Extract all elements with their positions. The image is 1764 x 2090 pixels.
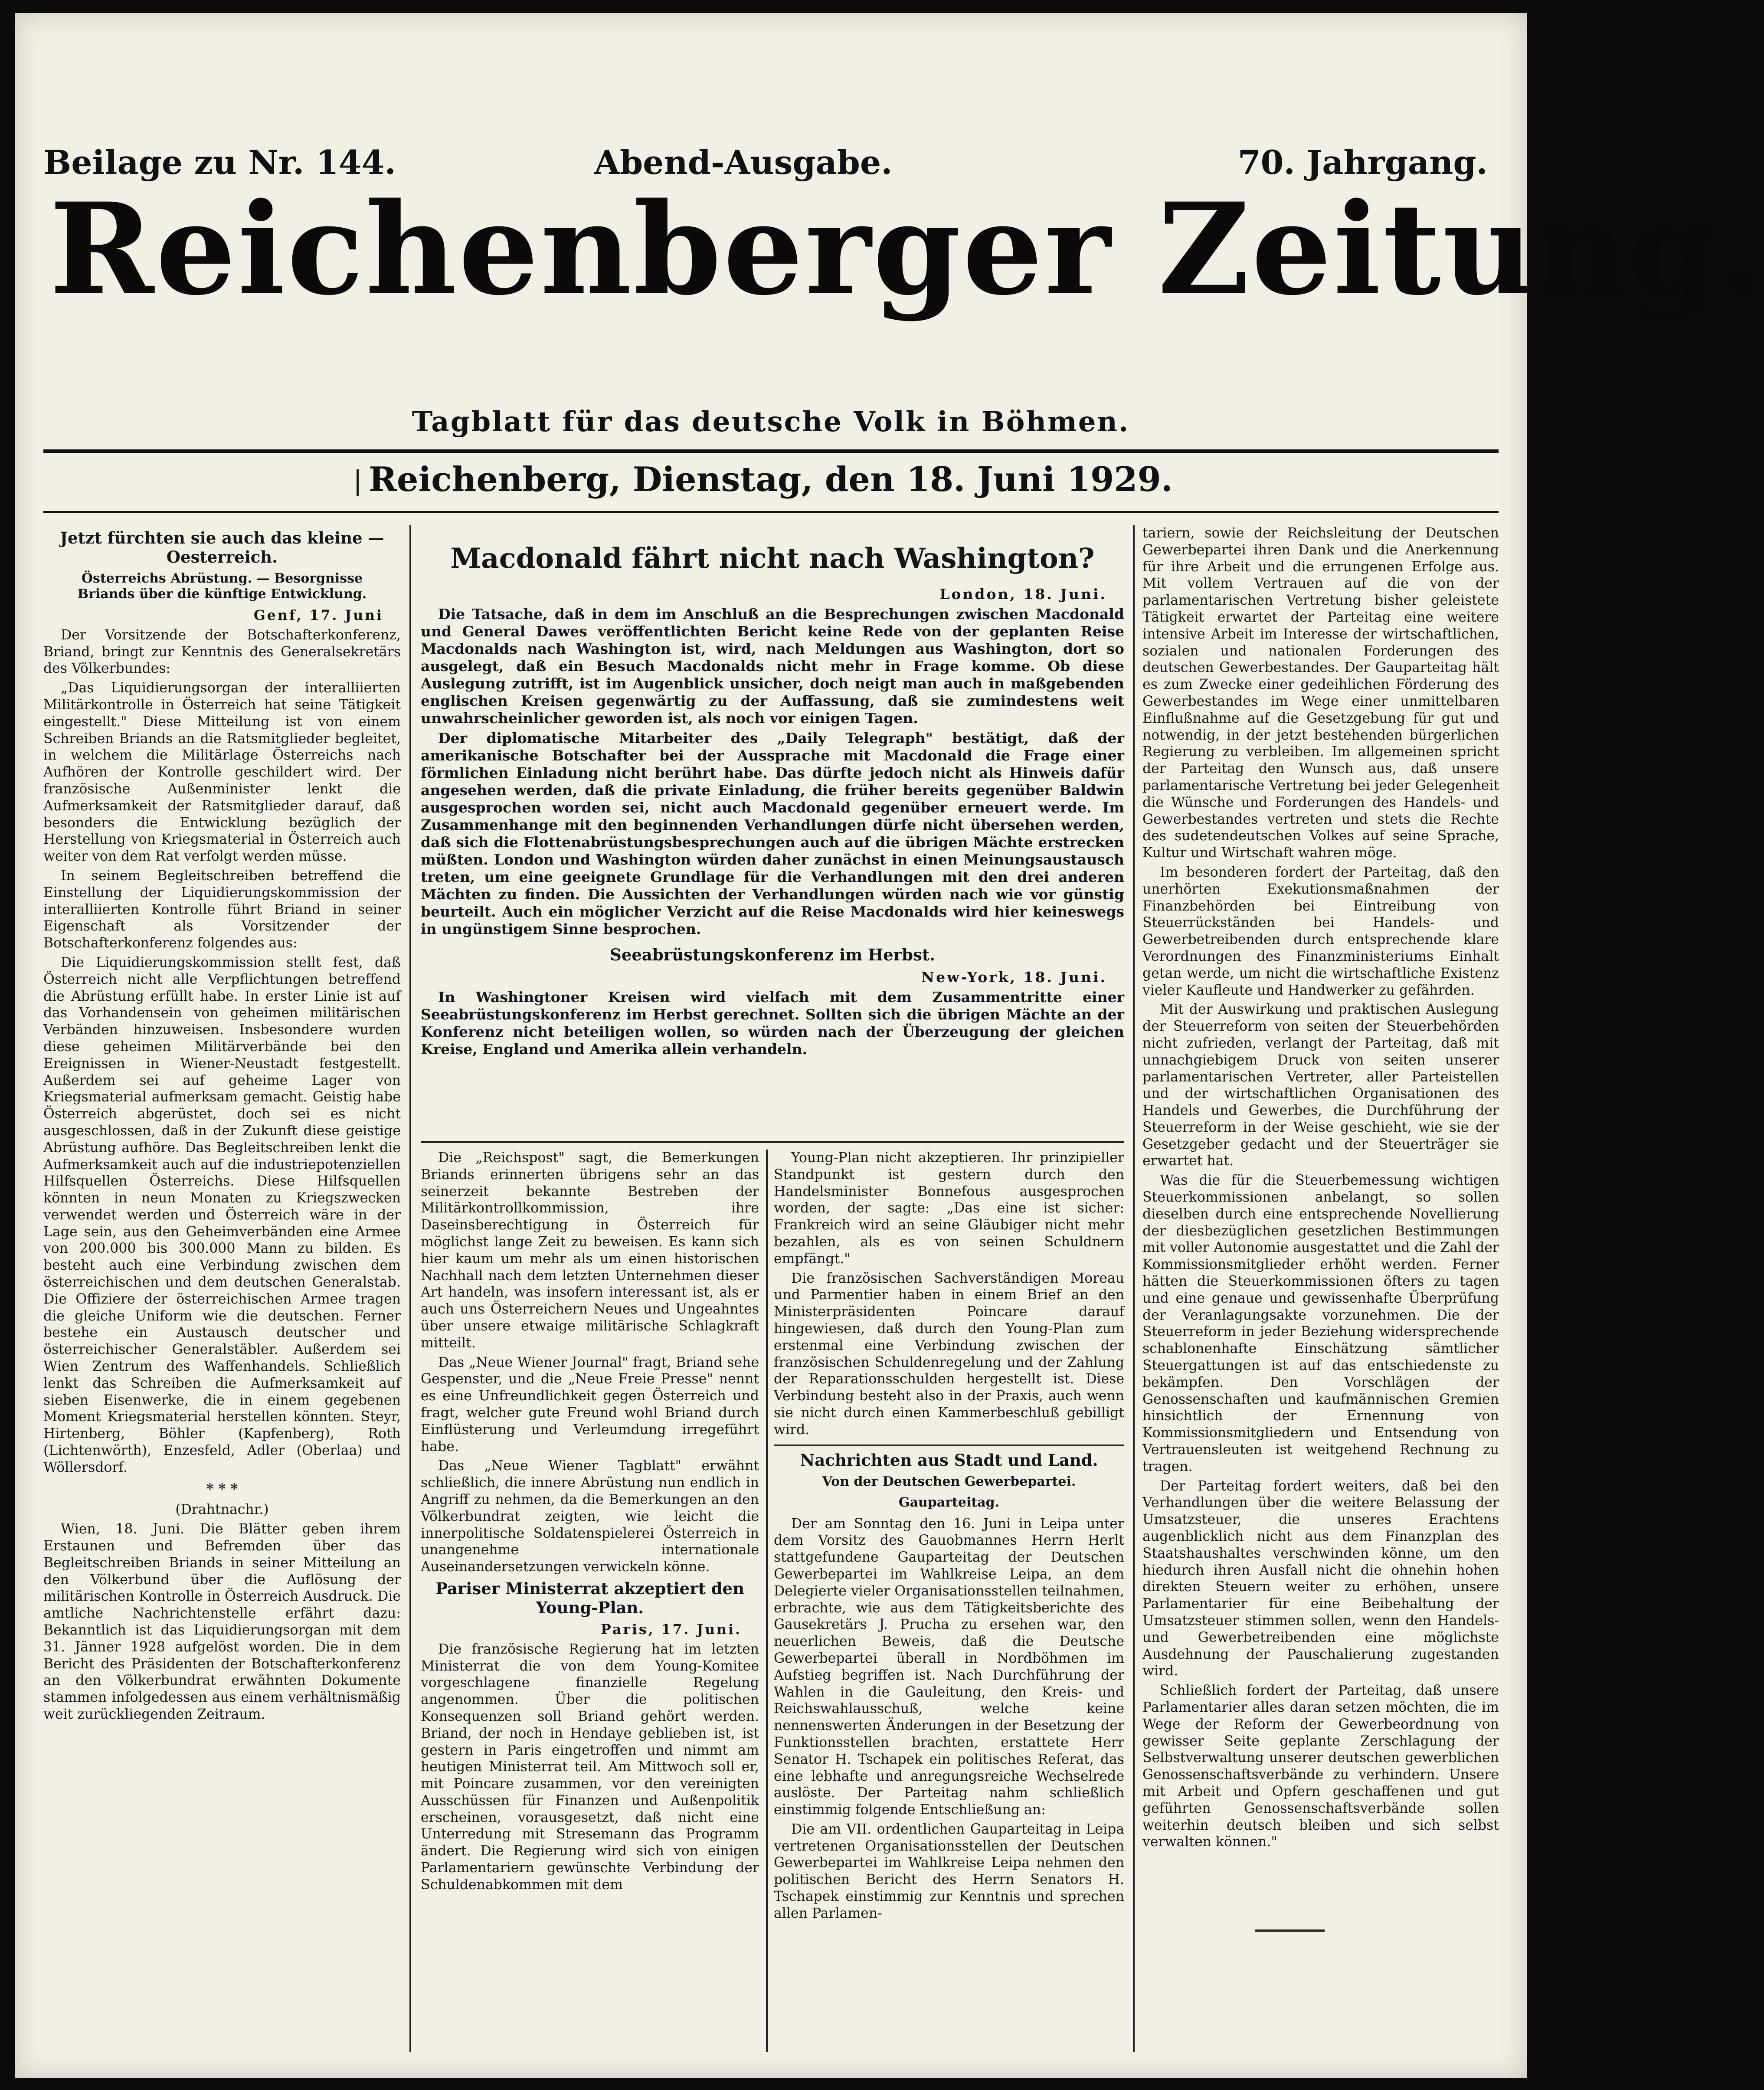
column-separator xyxy=(766,1150,768,2052)
article-headline: Jetzt fürchten sie auch das kleine — Oesterreich. xyxy=(60,528,384,567)
section-headline: Nachrichten aus Stadt und Land. xyxy=(800,1450,1098,1470)
column-separator xyxy=(1133,525,1135,2052)
article-paragraph: Der Parteitag fordert weiters, daß bei den Verhandlungen über die weitere Belassung der Umsatzsteuer, die unseres Erachtens augenblicklich nicht aus dem Finanzplan des Staatshaushaltes verschwinden könne, um den hiedurch ihren Ausfall nicht die ohnehin hohen direkten Steuern weiter zu erhöhen, unsere Parlamentarier für eine Beibehaltung der Umsatzsteuer stimmen sollen, wenn den Handels- und Gewerbetreibenden eine möglichste Ausdehnung der Pauschalierung zugestanden wird. xyxy=(1142,1478,1499,1679)
article-end-rule xyxy=(1255,1929,1325,1932)
masthead-rule-top xyxy=(43,449,1499,453)
newspaper-title: Reichenberger Zeitung. xyxy=(49,176,1764,323)
article-paragraph: Schließlich fordert der Parteitag, daß unsere Parlamentarier alles daran setzen möchten, die im Wege der Reform der Gewerbeordnung von gewisser Seite geplante Zerschlagung der Selbstverwaltung unserer deutschen gewerblichen Genossenschaftsverbände zu verhindern. Unsere mit Arbeit und Opfern geschaffenen und gut geführten Genossenschaftsverbände sollen weiterhin deutsch bleiben und sich selbst verwalten können." xyxy=(1142,1683,1499,1850)
article-place-date: Paris, 17. Juni. xyxy=(601,1621,742,1638)
article-place-date: London, 18. Juni. xyxy=(939,586,1107,603)
newspaper-subtitle: Tagblatt für das deutsche Volk in Böhmen. xyxy=(412,406,1130,438)
wire-note: (Drahtnachr.) xyxy=(175,1502,269,1518)
article-column-3 xyxy=(774,1150,1124,2052)
article-paragraph: Die „Reichspost" sagt, die Bemerkungen Briands erinnerten übrigens sehr an das seinerzeit bekannte Bestreben der Militärkontrollkommission, ihre Daseinsberechtigung in Österreich für möglichst lange Zeit zu beweisen. Es kann sich hier kaum um mehr als um einen historischen Nachhall nach dem letzten Unternehmen dieser Art handeln, was insofern interessant ist, als er auch uns Österreichern Neues und Ungeahntes über unsere etwaige militärische Schlagkraft mitteilt. xyxy=(421,1150,759,1351)
section-rule xyxy=(774,1445,1124,1446)
article-paragraph: Mit der Auswirkung und praktischen Auslegung der Steuerreform von seiten der Steuerbehörden nicht zufrieden, verlangt der Parteitag, daß mit unnachgiebigem Druck von seiten unserer parlamentarischen Vertreter, aller Parteistellen und der wirtschaftlichen Organisationen des Handels und Gewerbes, die Durchführung der Steuerreform in der Weise geschieht, wie sie der Gesetzgeber gedacht und der Steuerträger sie erwartet hat. xyxy=(1142,1002,1499,1169)
section-separator: * * * xyxy=(206,1480,238,1497)
article-paragraph: Die Liquidierungskommission stellt fest, daß Österreich nicht alle Verpflichtungen betreffend die Abrüstung erfüllt habe. In erster Linie ist auf das Vorhandensein von geheimen militärischen Verbänden hinzuweisen. Insbesondere wurden diese geheimen Militärverbände bei den Ereignissen in Wiener-Neustadt festgestellt. Außerdem sei auf geheime Lager von Kriegsmaterial aufmerksam gemacht. Geistig habe Österreich abgerüstet, doch sei es nicht ausgeschlossen, daß in der Zukunft diese geistige Abrüstung aufhöre. Das Begleitschreiben lenkt die Aufmerksamkeit auch auf die industriepotenziellen Hilfsquellen Österreichs. Diese Hilfsquellen könnten in neun Monaten zu Kriegszwecken verwendet werden und Österreich wäre in der Lage sein, aus den Geheimverbänden eine Armee von 200.000 bis 300.000 Mann zu bilden. Es besteht auch eine Verbindung zwischen dem österreichischen und dem deutschen Generalstab. Die Offiziere der österreichischen Armee tragen die gleiche Uniform wie die deutschen. Ferner bestehe ein Austausch deutscher und österreichischer Generalstäbler. Außerdem sei Wien Zentrum des Waffenhandels. Schließlich lenkt das Schreiben die Aufmerksamkeit auf sieben Eisenwerke, die in einem gegebenen Moment Kriegsmaterial herstellen könnten. Steyr, Hirtenberg, Böhler (Kapfenberg), Roth (Lichtenwörth), Enzesfeld, Adler (Oberlaa) und Wöllersdorf. xyxy=(43,954,401,1475)
lead-article xyxy=(421,525,1124,1141)
article-paragraph: Was die für die Steuerbemessung wichtigen Steuerkommissionen anbelangt, so sollen dieselben durch eine entsprechende Novellierung der diesbezüglichen gesetzlichen Bestimmungen mit voller Autonomie ausgestattet und die Zahl der Kommissionsmitglieder erhöht werden. Ferner hätten die Steuerkommissionen öfters zu tagen und eine genaue und gewissenhafte Überprüfung der Veranlagungsakte vorzunehmen. Die der Steuerreform in jeder Beziehung widersprechende schablonenhafte Einschätzung sämtlicher Steuergattungen ist auf das entschiedenste zu bekämpfen. Den Vorschlägen der Genossenschaften und kaufmännischen Gremien hinsichtlich der Ernennung von Kommissionsmitgliedern und Entsendung von Vertrauensleuten ist weitgehend Rechnung zu tragen. xyxy=(1142,1173,1499,1474)
volume-year: 70. Jahrgang. xyxy=(1237,143,1488,182)
article-column-4 xyxy=(1142,525,1499,2052)
article-paragraph: „Das Liquidierungsorgan der interalliierten Militärkontrolle in Österreich hat seine Tätigkeit eingestellt." Diese Mitteilung ist von einem Schreiben Briands an die Ratsmitglieder begleitet, in welchem die Militärlage Österreichs nach Aufhören der Kontrolle geschildert wird. Der französische Außenminister lenkt die Aufmerksamkeit der Ratsmitglieder darauf, daß besonders die Entwicklung bezüglich der Herstellung von Kriegsmaterial in Österreich auch weiter von dem Rat verfolgt werden müsse. xyxy=(43,680,401,865)
newspaper-page xyxy=(15,13,1764,2078)
article-paragraph: Das „Neue Wiener Journal" fragt, Briand sehe Gespenster, und die „Neue Freie Presse" nennt es eine Unfreundlichkeit gegen Österreich und fragt, welcher gute Freund wohl Briand durch Einflüsterung und Verleumdung irregeführt habe. xyxy=(421,1354,759,1454)
dateline: Reichenberg, Dienstag, den 18. Juni 1929. xyxy=(369,460,1173,499)
lead-subheadline: Seeabrüstungskonferenz im Herbst. xyxy=(610,945,935,964)
article-subheadline: Österreichs Abrüstung. — Besorgnisse Briands über die künftige Entwicklung. xyxy=(77,571,367,602)
article-paragraph: Young-Plan nicht akzeptieren. Ihr prinzipieller Standpunkt ist gestern durch den Handelsminister Bonnefous ausgesprochen worden, der sagte: „Das eine ist sicher: Frankreich wird an seine Gläubiger nicht mehr bezahlen, als es von seinen Schuldnern empfängt." xyxy=(774,1150,1124,1267)
lead-headline: Macdonald fährt nicht nach Washington? xyxy=(450,542,1095,575)
article-paragraph: tariern, sowie der Reichsleitung der Deutschen Gewerbepartei ihren Dank und die Anerkennung für ihre Arbeit und die errungenen Erfolge aus. Mit vollem Vertrauen auf die von der parlamentarischen Vertretung bisher geleistete Tätigkeit erwartet der Parteitag eine weitere intensive Arbeit im Interesse der wirtschaftlichen, sozialen und nationalen Forderungen des deutschen Gewerbestandes. Der Gauparteitag hält es zum Zwecke einer gedeihlichen Förderung des Gewerbestandes im Wege einer unmittelbaren Einflußnahme auf die Gesetzgebung für gut und notwendig, in der jetzt bestehenden bürgerlichen Regierung zu verbleiben. Im allgemeinen spricht der Parteitag den Wunsch aus, daß unsere parlamentarische Vertretung bei jeder Gelegenheit die Wünsche und Forderungen des Handels- und Gewerbestandes vertreten und stets die Rechte des sudetendeutschen Volkes auf seine Sprache, Kultur und Wirtschaft wahren möge. xyxy=(1142,525,1499,861)
article-subheadline-2: Gauparteitag. xyxy=(898,1494,1000,1510)
article-column-1 xyxy=(43,525,401,2052)
edition-label: Abend-Ausgabe. xyxy=(594,143,893,182)
article-headline: Pariser Ministerrat akzeptiert den Young-Plan. xyxy=(435,1579,744,1617)
article-column-2 xyxy=(421,1150,759,2052)
article-paragraph: Im besonderen fordert der Parteitag, daß den unerhörten Exekutionsmaßnahmen der Finanzbehörden bei Eintreibung von Steuerrückständen bei Handels- und Gewerbetreibenden durch entsprechende klare Verordnungen des Finanzministeriums Einhalt getan werde, um nicht die wirtschaftliche Existenz vieler Kaufleute und Handwerker zu gefährden. xyxy=(1142,864,1499,998)
article-subheadline: Von der Deutschen Gewerbepartei. xyxy=(822,1474,1076,1489)
article-paragraph: Der diplomatische Mitarbeiter des „Daily Telegraph" bestätigt, daß der amerikanische Botschafter bei der Aussprache mit Macdonald die Frage einer förmlichen Einladung nicht berührt habe. Das dürfte jedoch nicht als Hinweis dafür angesehen werden, daß die private Einladung, die früher bereits gegenüber Baldwin ausgesprochen worden sei, nicht auch Macdonald gegenüber erneuert werde. Im Zusammenhange mit den beginnenden Verhandlungen dürfe nicht übersehen werden, daß sich die Flottenabrüstungsbesprechungen auch auf die übrigen Mächte erstrecken müßten. London und Washington würden daher zunächst in einen Meinungsaustausch treten, um eine geeignete Grundlage für die Verhandlungen mit den drei anderen Mächten zu finden. Die Aussichten der Verhandlungen würden nach wie vor günstig beurteilt. Auch ein möglicher Verzicht auf die Reise Macdonalds wird hier keineswegs in ungünstigem Sinne besprochen. xyxy=(421,730,1124,937)
article-paragraph: Der am Sonntag den 16. Juni in Leipa unter dem Vorsitz des Gauobmannes Herrn Herlt stattgefundene Gauparteitag der Deutschen Gewerbepartei im Wahlkreise Leipa, an dem Delegierte vieler Organisationsstellen teilnahmen, erbrachte, wie aus dem Tätigkeitsberichte des Gausekretärs J. Prucha zu ersehen war, den neuerlichen Beweis, daß die Deutsche Gewerbepartei überall in Nordböhmen im Aufstieg begriffen ist. Nach Durchführung der Wahlen in die Gauleitung, den Kreis- und Reichswahlausschuß, welche keine nennenswerten Änderungen in der Besetzung der Funktionsstellen brachten, erstattete Herr Senator H. Tschapek ein politisches Referat, das eine lebhafte und anregungsreiche Wechselrede auslöste. Der Parteitag nahm schließlich einstimmig folgende Entschließung an: xyxy=(774,1516,1124,1818)
article-paragraph: Die französischen Sachverständigen Moreau und Parmentier haben in einem Brief an den Ministerpräsidenten Poincare darauf hingewiesen, daß durch den Young-Plan zum erstenmal eine Verbindung zwischen der französischen Schuldenregelung und der Zahlung der Reparationsschulden hergestellt ist. Diese Verbindung besteht also in der Praxis, auch wenn sie nicht durch einen Kammerbeschluß gebilligt wird. xyxy=(774,1270,1124,1438)
article-paragraph: Das „Neue Wiener Tagblatt" erwähnt schließlich, die innere Abrüstung nun endlich in Angriff zu nehmen, da die Bemerkungen an den Völkerbundrat zeigten, wie leicht die innerpolitische Soldatenspielerei Österreich in unangenehme internationale Auseinandersetzungen verwickeln könne. xyxy=(421,1458,759,1575)
supplement-number: Beilage zu Nr. 144. xyxy=(43,143,396,182)
article-place-date: New-York, 18. Juni. xyxy=(921,968,1107,986)
article-paragraph: Der Vorsitzende der Botschafterkonferenz, Briand, bringt zur Kenntnis des Generalsekretärs des Völkerbundes: xyxy=(43,627,401,677)
article-paragraph: Die Tatsache, daß in dem im Anschluß an die Besprechungen zwischen Macdonald und General Dawes veröffentlichten Bericht keine Rede von der geplanten Reise Macdonalds nach Washington ist, wird, nach Meldungen aus Washington, dort so ausgelegt, daß ein Besuch Macdonalds nicht mehr in Frage komme. Ob diese Auslegung zutrifft, ist im Augenblick unsicher, doch neigt man auch in maßgebenden englischen Kreisen gegenwärtig zu der Auffassung, daß sie zumindestens weit unwahrscheinlicher geworden ist, als noch vor einigen Tagen. xyxy=(421,606,1124,727)
article-place-date: Genf, 17. Juni xyxy=(253,607,383,623)
column-separator xyxy=(409,525,411,2052)
article-paragraph: Die französische Regierung hat im letzten Ministerrat die von dem Young-Komitee vorgeschlagene finanzielle Regelung angenommen. Über die politischen Konsequenzen soll Briand gehört werden. Briand, der noch in Hendaye geblieben ist, ist gestern in Paris eingetroffen und nimmt am heutigen Ministerrat teil. Am Mittwoch soll er, mit Poincare zusammen, vor den vereinigten Ausschüssen für Finanzen und Außenpolitik erscheinen, vorausgesetzt, daß nicht eine Unterredung mit Stresemann das Programm ändert. Die Regierung wird sich von einigen Parlamentariern gewünschte Verbindung der Schuldenabkommen mit dem xyxy=(421,1641,759,1893)
article-paragraph: In Washingtoner Kreisen wird vielfach mit dem Zusammentritte einer Seeabrüstungskonferenz im Herbst gerechnet. Sollten sich die übrigen Mächte an der Konferenz nicht beteiligen wollen, so würden nach der Überzeugung der gleichen Kreise, England und Amerika allein verhandeln. xyxy=(421,988,1124,1058)
lead-article-rule xyxy=(421,1141,1124,1143)
article-paragraph: Wien, 18. Juni. Die Blätter geben ihrem Erstaunen und Befremden über das Begleitschreiben Briands in seiner Mitteilung an den Völkerbund über die Auflösung der militärischen Kontrolle in Österreich Ausdruck. Die amtliche Nachrichtenstelle erfährt dazu: Bekanntlich ist das Liquidierungsorgan mit dem 31. Jänner 1928 aufgelöst worden. Die in dem Bericht des Präsidenten der Botschafterkonferenz an den Völkerbundrat erwähnten Dokumente stammen infolgedessen aus einem verhältnismäßig weit zurückliegenden Zeitraum. xyxy=(43,1521,401,1722)
article-paragraph: In seinem Begleitschreiben betreffend die Einstellung der Liquidierungskommission der interalliierten Kontrolle führt Briand in seiner Eigenschaft als Vorsitzender der Botschafterkonferenz folgendes aus: xyxy=(43,868,401,951)
article-paragraph: Die am VII. ordentlichen Gauparteitag in Leipa vertretenen Organisationsstellen der Deutschen Gewerbepartei im Wahlkreise Leipa nehmen den politischen Bericht des Herrn Senators H. Tschapek einstimmig zur Kenntnis und sprechen allen Parlamen- xyxy=(774,1821,1124,1921)
masthead-rule-bottom xyxy=(43,511,1499,513)
